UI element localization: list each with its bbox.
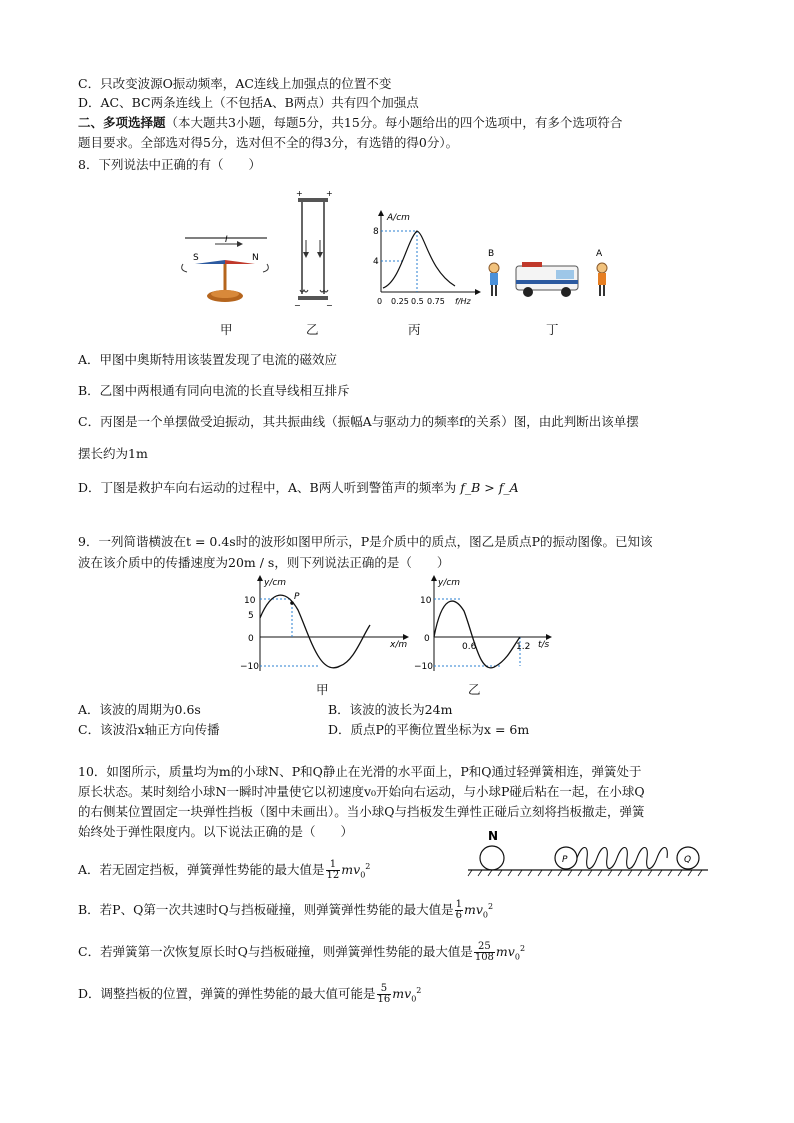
svg-text:P: P	[562, 855, 568, 865]
q8-option-a: A．甲图中奥斯特用该装置发现了电流的磁效应	[78, 352, 338, 367]
q9-option-b: B．该波的波长为24m	[328, 702, 453, 717]
q10-option-a: A．若无固定挡板，弹簧弹性势能的最大值是 $\frac{1}{12}$ $mv_0^2$	[78, 859, 371, 882]
q9-option-d: D．质点P的平衡位置坐标为x = 6m	[328, 722, 530, 737]
svg-text:8: 8	[373, 227, 379, 237]
label-yi: 乙	[306, 322, 319, 337]
q10-stem-4: 始终处于弹性限度内。以下说法正确的是（ ）	[78, 824, 354, 839]
q10-option-b: B．若P、Q第一次共速时Q与挡板碰撞，则弹簧弹性势能的最大值是 $\frac{1}{6}$ $mv_0^2$	[78, 899, 494, 922]
svg-text:A/cm: A/cm	[387, 213, 410, 223]
svg-text:B: B	[488, 249, 495, 259]
magnet-s-pole	[195, 260, 225, 264]
svg-text:Q: Q	[684, 855, 692, 865]
label-jia: 甲	[220, 322, 233, 337]
svg-text:y/cm: y/cm	[438, 578, 461, 588]
svg-text:0: 0	[377, 297, 383, 306]
svg-text:N: N	[252, 253, 259, 263]
spring	[577, 848, 667, 869]
section-title: 二、多项选择题	[78, 115, 166, 130]
svg-text:−10: −10	[240, 662, 259, 672]
svg-text:0.6: 0.6	[462, 642, 477, 652]
figure-jia-oersted	[175, 230, 275, 310]
ball-n-label: N	[488, 829, 499, 843]
figure-ding-ambulance	[486, 246, 616, 306]
svg-text:S: S	[193, 253, 199, 263]
svg-text:−10: −10	[414, 662, 433, 672]
q9-option-c: C．该波沿x轴正方向传播	[78, 722, 220, 737]
svg-text:0.5: 0.5	[411, 297, 424, 306]
current-label: I	[225, 235, 228, 245]
option-d-prev: D．AC、BC两条连线上（不包括A、B两点）共有四个加强点	[78, 95, 419, 110]
q9-stem-1: 9．一列简谐横波在t = 0.4s时的波形如图甲所示，P是介质中的质点，图乙是质点P的振动图像。已知该	[78, 534, 653, 549]
svg-text:0: 0	[424, 634, 430, 644]
q8-option-c: C．丙图是一个单摆做受迫振动，其共振曲线（振幅A与驱动力的频率f的关系）图，由此判断出该单摆	[78, 414, 639, 429]
svg-text:+: +	[326, 189, 333, 198]
figure-bing-resonance	[365, 210, 480, 310]
svg-text:+: +	[296, 189, 303, 198]
svg-text:y/cm: y/cm	[264, 578, 287, 588]
label-ding: 丁	[546, 322, 559, 337]
svg-text:5: 5	[248, 611, 254, 621]
person-b-icon	[489, 263, 499, 273]
option-c-prev: C．只改变波源O振动频率，AC连线上加强点的位置不变	[78, 76, 392, 91]
freq-comparison: f_B > f_A	[460, 480, 519, 495]
q10-stem-2: 原长状态。某时刻给小球N一瞬时冲量使它以初速度v₀开始向右运动，与小球P碰后粘在一起，在小球Q	[78, 784, 645, 799]
svg-text:4: 4	[373, 257, 379, 267]
figure-yi-parallel-wires	[290, 190, 340, 310]
svg-text:10: 10	[420, 596, 432, 606]
svg-text:A: A	[596, 249, 603, 259]
q8-option-b: B．乙图中两根通有同向电流的长直导线相互排斥	[78, 383, 350, 398]
q10-stem-1: 10．如图所示，质量均为m的小球N、P和Q静止在光滑的水平面上，P和Q通过轻弹簧相连，弹簧处于	[78, 764, 642, 779]
svg-text:0.25: 0.25	[391, 297, 409, 306]
svg-text:0.75: 0.75	[427, 297, 445, 306]
svg-text:0: 0	[248, 634, 254, 644]
svg-text:t/s: t/s	[538, 640, 550, 650]
q8-stem: 8．下列说法中正确的有（ ）	[78, 157, 261, 172]
q10-option-c: C．若弹簧第一次恢复原长时Q与挡板碰撞，则弹簧弹性势能的最大值是 $\frac{25}{108}$ $mv_0^2$	[78, 941, 526, 964]
ball-n	[480, 846, 504, 870]
svg-text:P: P	[294, 592, 300, 602]
svg-text:f/Hz: f/Hz	[455, 297, 471, 306]
svg-text:10: 10	[244, 596, 256, 606]
svg-text:−: −	[326, 301, 333, 310]
label-bing: 丙	[408, 322, 421, 337]
person-a-icon	[597, 263, 607, 273]
magnet-n-pole	[225, 260, 255, 264]
q9-stem-2: 波在该介质中的传播速度为20m / s，则下列说法正确的是（ ）	[78, 555, 450, 570]
q8-option-c-cont: 摆长约为1m	[78, 446, 148, 461]
q10-stem-3: 的右侧某位置固定一块弹性挡板（图中未画出）。当小球Q与挡板发生弹性正碰后立刻将挡板撤走，弹簧	[78, 804, 645, 819]
svg-text:1.2: 1.2	[516, 642, 531, 652]
figure-q10-balls-spring	[468, 830, 708, 880]
figure-wave-jia	[240, 575, 410, 675]
section-heading	[78, 115, 622, 131]
svg-text:x/m: x/m	[390, 640, 408, 650]
section-description: （本大题共3小题，每题5分，共15分。每小题给出的四个选项中，有多个选项符合	[165, 115, 623, 130]
section-description-2: 题目要求。全部选对得5分，选对但不全的得3分，有选错的得0分）。	[78, 135, 459, 150]
q9-option-a: A．该波的周期为0.6s	[78, 702, 201, 717]
figure-vibration-yi	[414, 575, 560, 675]
label-wave-jia: 甲	[316, 682, 329, 697]
q10-option-d: D．调整挡板的位置，弹簧的弹性势能的最大值可能是 $\frac{5}{16}$ $mv_0^2$	[78, 983, 422, 1006]
q8-option-d: D．丁图是救护车向右运动的过程中，A、B两人听到警笛声的频率为 f_B > f_A	[78, 480, 519, 495]
svg-text:−: −	[294, 301, 301, 310]
label-vib-yi: 乙	[468, 682, 481, 697]
